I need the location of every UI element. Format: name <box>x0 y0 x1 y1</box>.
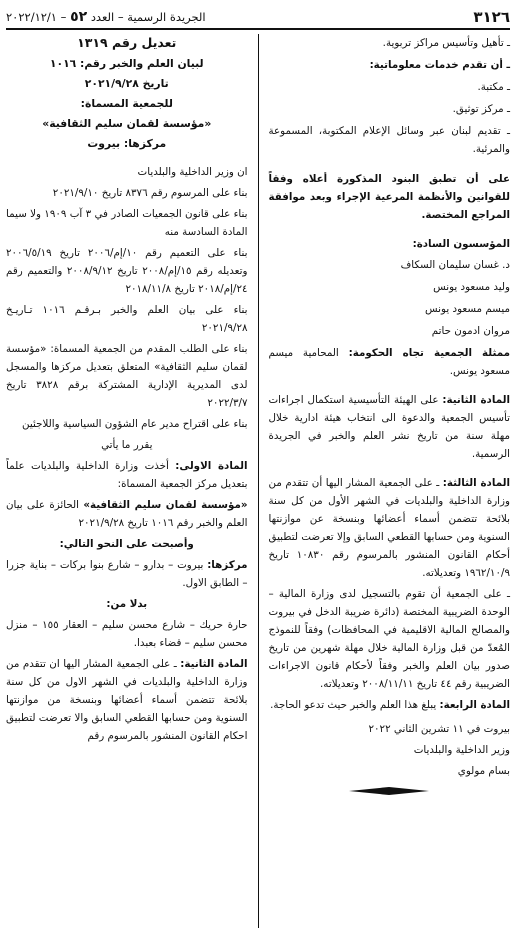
issue-number: ٥٢ <box>70 9 88 25</box>
recital: بناء على اقتراح مدير عام الشؤون السياسية واللاجئين <box>22 418 248 430</box>
article-1-label: المادة الاولى: <box>175 460 248 472</box>
government-representative <box>268 344 510 380</box>
article-1-name: «مؤسسة لقمان سليم الثقافية» <box>83 499 248 511</box>
article-1-text: أخذت وزارة الداخلية والبلديات علماً بتعديل مركز الجمعية المسماة: <box>6 460 248 490</box>
signature-block <box>268 720 510 780</box>
founder-name: د. غسان سليمان السكاف <box>400 259 510 271</box>
signature-name: بسام مولوي <box>457 765 510 777</box>
list-item: ـ تأهيل وتأسيس مراكز تربوية. <box>382 37 510 49</box>
founder-name: ميسم مسعود يونس <box>425 303 510 315</box>
became-line: وأصبحت على النحو التالي: <box>59 538 194 550</box>
info-services-heading: ـ أن تقدم خدمات معلوماتية: <box>369 59 510 71</box>
list-item: ـ مكتبة. <box>477 81 510 93</box>
article-1 <box>6 457 248 493</box>
recital: بناء على الطلب المقدم من الجمعية المسماة: «مؤسسة لقمان سليم الثقافية» المتعلق بتعديل مركزها والمسجل لدى المديرية الإدارية المشتركة برقم ٣٨٢٨ تاريخ ٢٠٢٢/٣/٧ <box>6 343 248 409</box>
signature-title: وزير الداخلية والبلديات <box>413 744 510 756</box>
running-header <box>6 9 206 25</box>
article-3-text: ـ على الجمعية المشار اليها أن تتقدم من وزارة الداخلية والبلديات في الشهر الأول من كل سنة بلائحة تتضمن أسماء أعضائها وبنسخة عن موازنتها السنوية ومن حسابها القطعي السابق وإلا تعرضت لتطبيق أحكام القانون المنشور بالمرسوم رقم ١٠٨٣٠ تاريخ ١٩٦٢/١٠/٩ وتعديلاته. <box>268 477 510 579</box>
compliance-clause: على أن تطبق البنود المذكورة أعلاه وفقاً للقوانين والأنظمة المرعية الإجراء وبعد موافقة المراجع المختصة. <box>268 173 510 221</box>
association-name: «مؤسسة لقمان سليم الثقافية» <box>42 117 212 130</box>
issue-date: – ٢٠٢٢/١٢/١ <box>6 10 67 24</box>
hq-text: بيروت – بدارو – شارع بنوا بركات – بناية جزرا – الطابق الاول. <box>6 559 248 589</box>
article-4-text: يبلغ هذا العلم والخبر حيث تدعو الحاجة. <box>270 699 437 711</box>
minister-line: ان وزير الداخلية والبلديات <box>137 166 248 178</box>
amendment-title: تعديل رقم ١٣١٩ <box>77 35 177 50</box>
article-3 <box>268 474 510 582</box>
running-title: الجريدة الرسمية – العدد <box>90 10 206 24</box>
article-2-label: المادة الثانية: <box>442 394 510 406</box>
diamond-line-ornament-icon <box>268 786 510 796</box>
decides-line: يقرر ما يأتي <box>101 439 153 451</box>
article-2-text: على الهيئة التأسيسية استكمال اجراءات تأسيس الجمعية والدعوة الى انتخاب هيئة ادارية خلال مهلة سنة من تاريخ نشر العلم والخبر في الجريدة الرسمية. <box>268 394 510 460</box>
article-2-left-label: المادة الثانية: <box>180 658 248 670</box>
article-2 <box>268 391 510 463</box>
right-column <box>262 34 510 928</box>
recital: بناء على التعميم رقم ١٠/إم/٢٠٠٦ تاريخ ٢٠٠٦/٥/١٩ وتعديله رقم ١٥/إم/٢٠٠٨ تاريخ ٢٠٠٨/٩/١٢ والتعميم رقم ٢٤/إم/٢٠١٨ تاريخ ٢٠١٨/١١/٨ <box>6 247 248 295</box>
article-3-tax-registration: ـ على الجمعية أن تقوم بالتسجيل لدى وزارة المالية – الوحدة الضريبية المختصة (دائرة ضريبة الدخل في بيروت والمصالح المالية الاقليمية في المحافظات) وفقاً للنموذج المُعدّ من قبل وزارة المالية خلال مهلة شهرين من تاريخ صدور بيان العلم والخبر وفقاً لأحكام قانون الاجراءات الضريبية رقم ٤٤ تاريخ ٢٠٠٨/١١/١١ وتعديلاته. <box>268 588 510 690</box>
association-line: للجمعية المسماة: <box>80 97 173 110</box>
amendment-date: تاريخ ٢٠٢١/٩/٢٨ <box>84 77 169 90</box>
list-item: ـ تقديم لبنان عبر وسائل الإعلام المكتوبة، المسموعة والمرئية. <box>268 125 510 155</box>
signature-date: بيروت في ١١ تشرين الثاني ٢٠٢٢ <box>368 723 510 735</box>
instead-of-line: بدلا من: <box>106 598 148 610</box>
article-1-rest: الحائزة على بيان العلم والخبر رقم ١٠١٦ تاريخ ٢٠٢١/٩/٢٨ <box>6 499 248 529</box>
page-header <box>6 6 510 30</box>
headquarters-line: مركزها: بيروت <box>87 137 167 150</box>
founders-heading: المؤسسون السادة: <box>412 238 510 250</box>
rep-label: ممثلة الجمعية تجاه الحكومة: <box>348 347 510 359</box>
list-item: ـ مركز توثيق. <box>452 103 510 115</box>
old-headquarters: حارة حريك – شارع محسن سليم – العقار ١٥٥ – منزل محسن سليم – قضاء بعبدا. <box>6 619 248 649</box>
article-3-label: المادة الثالثة: <box>442 477 510 489</box>
founder-name: مروان ادمون حاتم <box>431 325 510 337</box>
amendment-subtitle: لبيان العلم والخبر رقم: ١٠١٦ <box>49 57 204 70</box>
two-column-body <box>6 34 510 928</box>
recital: بناء على بيان العلم والخبر بـرقـم ١٠١٦ تـاريـخ ٢٠٢١/٩/٢٨ <box>6 304 248 334</box>
hq-label: مركزها: <box>207 559 248 571</box>
rep-text: المحامية ميسم مسعود يونس. <box>268 347 510 377</box>
article-4-label: المادة الرابعة: <box>439 699 510 711</box>
article-2-left <box>6 655 248 745</box>
column-divider <box>258 34 259 928</box>
recital: بناء على المرسوم رقم ٨٣٧٦ تاريخ ٢٠٢١/٩/١٠ <box>52 187 248 199</box>
article-1-association <box>6 496 248 532</box>
founder-name: وليد مسعود يونس <box>433 281 510 293</box>
article-2-left-text: ـ على الجمعية المشار اليها ان تتقدم من وزارة الداخلية والبلديات في الشهر الاول من كل سنة بلائحة تتضمن أسماء أعضائها وبنسخة من موازنتها السنوية ومن حسابها القطعي السابق والا تعرضت لتطبيق احكام القانون المنشور بالمرسوم رقم <box>6 658 248 742</box>
article-4 <box>268 696 510 714</box>
left-column <box>6 34 254 928</box>
page-number: ٣١٢٦ <box>473 8 510 26</box>
new-headquarters <box>6 556 248 592</box>
recital: بناء على قانون الجمعيات الصادر في ٣ آب ١٩٠٩ ولا سيما المادة السادسة منه <box>6 208 248 238</box>
